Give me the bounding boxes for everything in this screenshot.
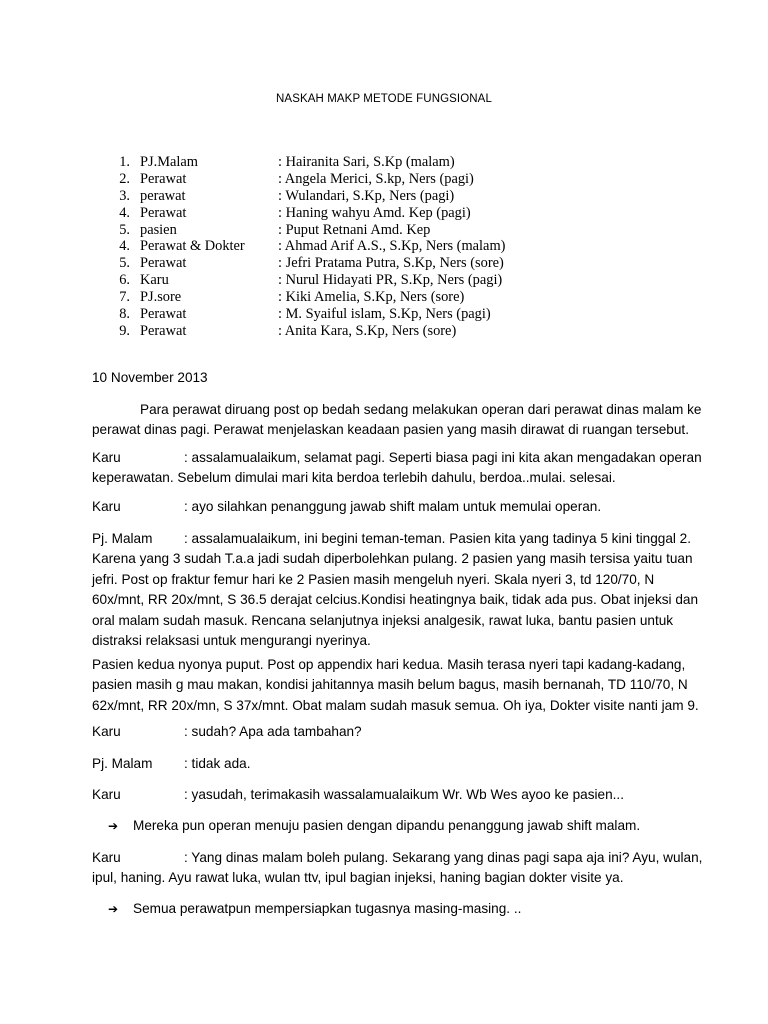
roster-name: : Angela Merici, S.kp, Ners (pagi): [278, 170, 474, 187]
roster-number: 8.: [119, 306, 130, 323]
speaker-label: Karu: [92, 499, 121, 514]
roster-number: 4.: [119, 204, 130, 221]
roster-name: : Puput Retnani Amd. Kep: [278, 221, 431, 238]
dialog-text: : sudah? Apa ada tambahan?: [184, 724, 362, 739]
roster-name: : M. Syaiful islam, S.Kp, Ners (pagi): [278, 306, 491, 323]
roster-name: : Kiki Amelia, S.Kp, Ners (sore): [278, 289, 465, 306]
dialog-pj-malam-report: [92, 529, 699, 651]
roster-number: 5.: [119, 221, 130, 238]
arrow-right-icon: ➔: [108, 819, 119, 833]
dialog-text: : yasudah, terimakasih wassalamualaikum Wr. Wb Wes ayoo ke pasien...: [184, 787, 624, 802]
roster-name: : Nurul Hidayati PR, S.Kp, Ners (pagi): [278, 272, 503, 289]
text-line: oral malam sudah masuk. Rencana selanjutnya injeksi analgesik, rawat luka, bantu pasien untuk: [92, 612, 674, 628]
roster-number: 7.: [119, 289, 130, 306]
roster-number: 6.: [119, 272, 130, 289]
dialog-text: : assalamualaikum, selamat pagi. Seperti biasa pagi ini kita akan mengadakan operan: [184, 450, 702, 465]
dialog-karu-closing: [92, 785, 692, 805]
action-text: Mereka pun operan menuju pasien dengan dipandu penanggung jawab shift malam.: [133, 818, 641, 833]
roster-role: pasien: [140, 221, 177, 238]
dialog-text: : assalamualaikum, ini begini teman-teman. Pasien kita yang tadinya 5 kini tinggal 2.: [184, 531, 692, 546]
speaker-label: Pj. Malam: [92, 531, 153, 546]
roster-role: perawat: [140, 187, 186, 204]
speaker-label: Karu: [92, 450, 121, 465]
second-patient-paragraph: [92, 655, 699, 716]
action-note: [92, 899, 692, 919]
roster-role: PJ.sore: [140, 289, 182, 306]
roster-number: 2.: [119, 170, 130, 187]
date-line: 10 November 2013: [92, 370, 208, 385]
roster-number: 5.: [119, 255, 130, 272]
speaker-label: Karu: [92, 787, 121, 802]
dialog-karu-start: [92, 497, 692, 517]
dialog-karu-opening: [92, 448, 702, 489]
dialog-karu-question: [92, 722, 692, 742]
dialog-karu-assign: [92, 848, 703, 889]
roster-name: : Ahmad Arif A.S., S.Kp, Ners (malam): [278, 238, 506, 255]
roster-role: Perawat & Dokter: [140, 238, 245, 255]
text-line: ipul, haning. Ayu rawat luka, wulan ttv, ipul bagian injeksi, haning bagian dokter visite ya.: [92, 870, 624, 886]
text-line: pasien masih g mau makan, kondisi jahitannya masih belum bagus, masih bernanah, TD 110/70, N: [92, 677, 688, 693]
speaker-label: Karu: [92, 850, 121, 865]
roster-role: Karu: [140, 272, 169, 289]
action-text: Semua perawatpun mempersiapkan tugasnya masing-masing. ..: [133, 901, 522, 916]
text-line: distraksi relaksasi untuk mengurangi nyerinya.: [92, 633, 371, 649]
roster-role: Perawat: [140, 170, 187, 187]
text-line: jefri. Post op fraktur femur hari ke 2 Pasien masih mengeluh nyeri. Skala nyeri 3, td 120/70, N: [92, 571, 655, 587]
arrow-right-icon: ➔: [108, 902, 119, 916]
roster-role: PJ.Malam: [140, 154, 198, 170]
text-line: Karena yang 3 sudah T.a.a jadi sudah diperbolehkan pulang. 2 pasien yang masih tersisa yaitu tuan: [92, 551, 693, 567]
roster-name: : Hairanita Sari, S.Kp (malam): [278, 154, 455, 170]
dialog-pj-malam-answer: [92, 754, 692, 774]
roster-name: : Wulandari, S.Kp, Ners (pagi): [278, 187, 455, 204]
text-line: keperawatan. Sebelum dimulai mari kita berdoa terlebih dahulu, berdoa..mulai. selesai.: [92, 470, 616, 486]
speaker-label: Karu: [92, 724, 121, 739]
roster-role: Perawat: [140, 204, 187, 221]
dialog-text: : ayo silahkan penanggung jawab shift malam untuk memulai operan.: [184, 499, 602, 514]
action-note: [92, 816, 692, 836]
dialog-text: : tidak ada.: [184, 756, 251, 771]
roster-role: Perawat: [140, 322, 187, 339]
text-line: Para perawat diruang post op bedah sedang melakukan operan dari perawat dinas malam ke: [140, 402, 702, 417]
roster-role: Perawat: [140, 255, 187, 272]
roster-number: 1.: [119, 154, 130, 170]
speaker-label: Pj. Malam: [92, 756, 153, 771]
roster-name: : Haning wahyu Amd. Kep (pagi): [278, 204, 471, 221]
text-line: Pasien kedua nyonya puput. Post op appendix hari kedua. Masih terasa nyeri tapi kadang-kadang,: [92, 657, 686, 672]
roster-number: 9.: [119, 322, 130, 339]
roster-number: 3.: [119, 187, 130, 204]
text-line: perawat dinas pagi. Perawat menjelaskan keadaan pasien yang masih dirawat di ruangan tersebut.: [92, 422, 689, 438]
roster-number: 4.: [119, 238, 130, 255]
roster-role: Perawat: [140, 306, 187, 323]
roster-name: : Anita Kara, S.Kp, Ners (sore): [278, 322, 457, 339]
roster-name: : Jefri Pratama Putra, S.Kp, Ners (sore): [278, 255, 504, 272]
intro-paragraph: [92, 400, 702, 441]
text-line: 60x/mnt, RR 20x/mnt, S 36.5 derajat celcius.Kondisi heatingnya baik, tidak ada pus. Obat injeksi dan: [92, 592, 699, 608]
text-line: 62x/mnt, RR 20x/mn, S 37x/mnt. Obat malam sudah masuk semua. Oh iya, Dokter visite nanti jam 9.: [92, 697, 699, 713]
document-title: NASKAH MAKP METODE FUNGSIONAL: [276, 93, 492, 105]
dialog-text: : Yang dinas malam boleh pulang. Sekarang yang dinas pagi sapa aja ini? Ayu, wulan,: [184, 850, 703, 865]
